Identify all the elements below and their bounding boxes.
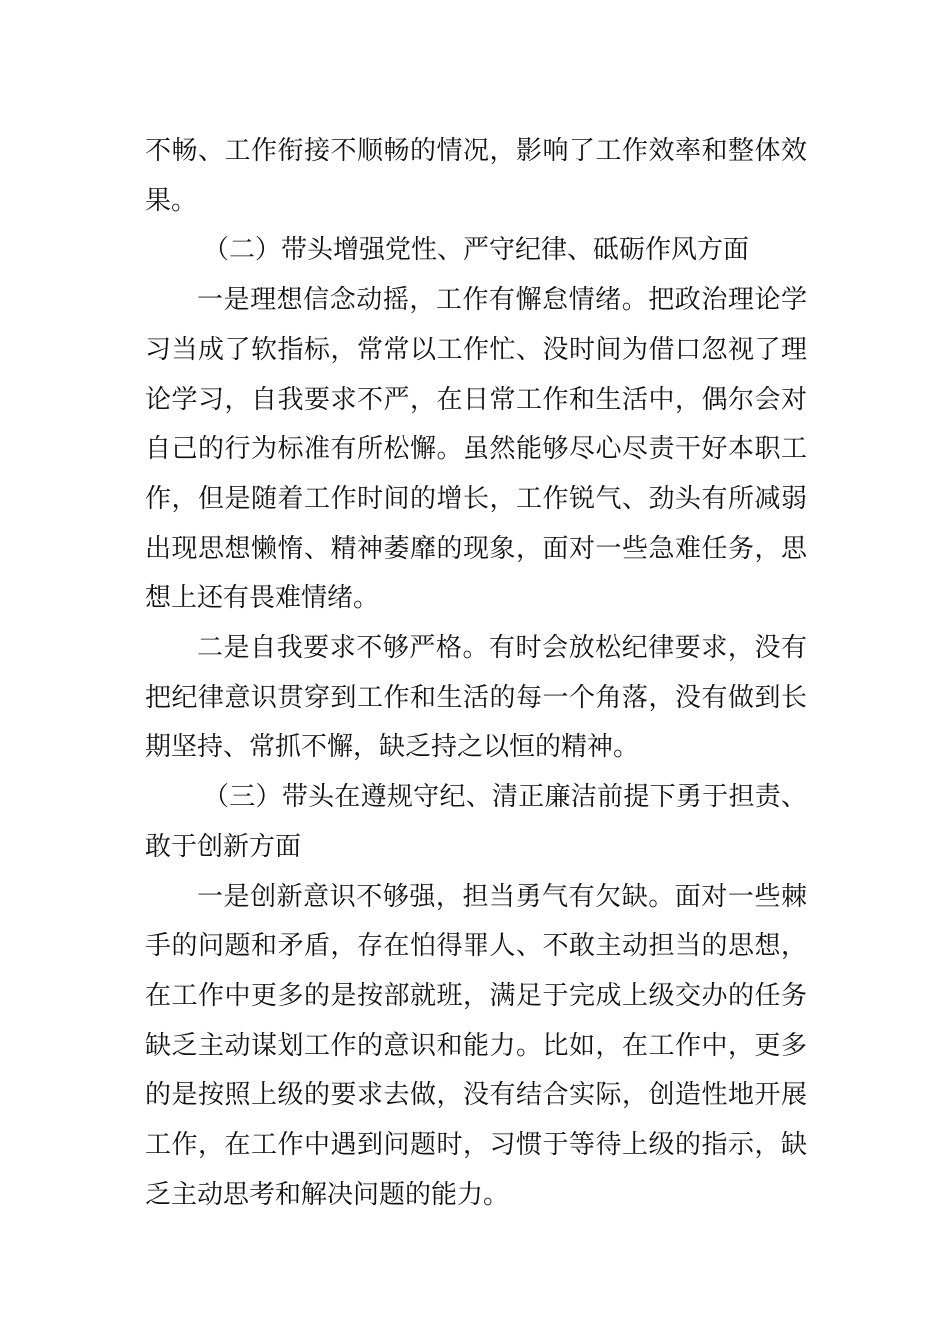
document-body <box>145 127 807 1220</box>
paragraph-ideals: 一是理想信念动摇，工作有懈怠情绪。把政治理论学习当成了软指标，常常以工作忙、没时间为借口忽视了理论学习，自我要求不严，在日常工作和生活中，偶尔会对自己的行为标准有所松懈。虽然能够尽心尽责干好本职工作，但是随着工作时间的增长，工作锐气、劲头有所减弱出现思想懒惰、精神萎靡的现象，面对一些急难任务，思想上还有畏难情绪。 <box>145 285 807 614</box>
section-heading-2: （二）带头增强党性、严守纪律、砥砺作风方面 <box>203 235 750 266</box>
paragraph-self-discipline: 二是自我要求不够严格。有时会放松纪律要求，没有把纪律意识贯穿到工作和生活的每一个角落，没有做到长期坚持、常抓不懈，缺乏持之以恒的精神。 <box>145 633 807 763</box>
paragraph-continuation: 不畅、工作衔接不顺畅的情况，影响了工作效率和整体效果。 <box>145 136 807 216</box>
section-heading-3: （三）带头在遵规守纪、清正廉洁前提下勇于担责、敢于创新方面 <box>145 782 807 862</box>
paragraph-innovation: 一是创新意识不够强，担当勇气有欠缺。面对一些棘手的问题和矛盾，存在怕得罪人、不敢主动担当的思想，在工作中更多的是按部就班，满足于完成上级交办的任务缺乏主动谋划工作的意识和能力。比如，在工作中，更多的是按照上级的要求去做，没有结合实际，创造性地开展工作，在工作中遇到问题时，习惯于等待上级的指示，缺乏主动思考和解决问题的能力。 <box>145 881 807 1210</box>
